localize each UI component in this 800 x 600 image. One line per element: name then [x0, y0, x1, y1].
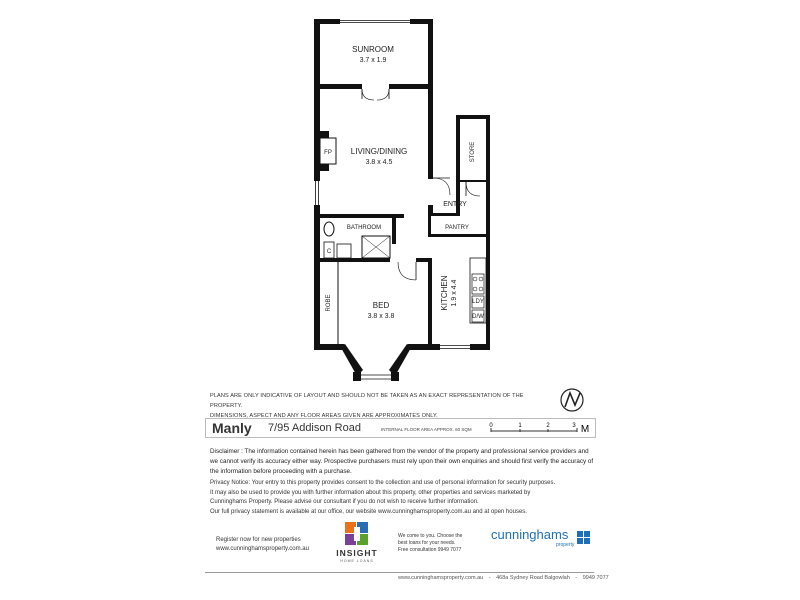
cunninghams-logo-text: cunninghams: [491, 527, 569, 542]
privacy-notice: [210, 479, 594, 517]
footer-separator: -: [575, 575, 578, 581]
fireplace-label: FP: [324, 150, 332, 156]
sunroom-dimensions: 3.7 x 1.9: [359, 57, 387, 64]
insight-subtitle: HOME LOANS: [340, 559, 374, 563]
suburb-name: Manly: [212, 420, 252, 436]
insight-name: INSIGHT: [336, 548, 378, 558]
footer-divider: [205, 572, 594, 573]
kitchen-label: KITCHEN: [440, 275, 449, 311]
cupboard-label: C: [326, 249, 332, 255]
scale-unit: M: [580, 424, 590, 435]
sunroom-walls: [314, 19, 433, 89]
plan-notice-line-2: DIMENSIONS, ASPECT AND ANY FLOOR AREAS GIVEN ARE APPROXIMATES ONLY.: [210, 413, 438, 419]
bed-label: BED: [372, 301, 390, 310]
privacy-line-1: Privacy Notice: Your entry to this property provides consent to the collection and use of personal information for security purposes.: [210, 480, 556, 486]
insight-promo-line-2: best loans for your needs.: [398, 540, 456, 546]
register-website-link[interactable]: www.cunninghamsproperty.com.au: [216, 546, 309, 552]
footer: [398, 575, 609, 581]
robe-label: ROBE: [326, 294, 332, 312]
register-block: [216, 536, 309, 554]
footer-address: 468a Sydney Road Balgowlah: [496, 575, 570, 581]
living-dining-label: LIVING/DINING: [350, 147, 408, 156]
footer-phone: 9949 7077: [582, 575, 609, 581]
kitchen-dimensions: 1.9 x 4.4: [451, 279, 458, 307]
bathroom-label: BATHROOM: [346, 225, 382, 231]
insight-promo-line-1: We come to you. Choose the: [398, 533, 463, 539]
sunroom-label: SUNROOM: [352, 45, 394, 54]
privacy-line-2: It may also be used to provide you with further information about this property, other properties and services marketed by: [210, 489, 531, 496]
scale-tick-2: 2: [546, 423, 550, 429]
footer-website[interactable]: www.cunninghamsproperty.com.au: [398, 575, 484, 581]
entry-label: ENTRY: [443, 201, 467, 208]
floor-area: INTERNAL FLOOR AREA APPROX. 60 SQM: [381, 427, 472, 432]
bed-dimensions: 3.8 x 3.8: [367, 313, 395, 320]
plan-notice: [210, 391, 550, 421]
insight-promo: [398, 533, 462, 554]
living-dining-dimensions: 3.8 x 4.5: [365, 159, 393, 166]
insight-promo-line-3: Free consultation 9949 7077: [398, 547, 462, 553]
footer-separator: -: [488, 575, 491, 581]
register-text: Register now for new properties: [216, 537, 301, 543]
pantry-label: PANTRY: [445, 225, 469, 231]
plan-notice-line-1: PLANS ARE ONLY INDICATIVE OF LAYOUT AND SHOULD NOT BE TAKEN AS AN EXACT REPRESENTATION OF THE PROPERTY.: [210, 393, 524, 409]
cunninghams-logo-subtitle: property: [556, 542, 575, 548]
disclaimer: Disclaimer : The information contained herein has been gathered from the vendor of the property and professional service providers and we cannot verify its accuracy either way. Prospective purchasers must rely upon their own enquiries and should first verify the accuracy of the information before proceeding with a purchase.: [210, 448, 594, 475]
scale-tick-0: 0: [489, 423, 493, 429]
privacy-line-3: Cunninghams Property. Please advise our consultant if you do not wish to receive further information.: [210, 499, 479, 505]
scale-tick-1: 1: [518, 423, 522, 429]
street-address: 7/95 Addison Road: [268, 422, 361, 434]
laundry-label: LDY: [472, 299, 484, 305]
dishwasher-label: D/W: [472, 314, 484, 320]
privacy-line-4: Our full privacy statement is available at our office, our website www.cunninghamsproperty.com.au and at open houses.: [210, 508, 527, 515]
store-label: STORE: [470, 141, 476, 163]
scale-tick-3: 3: [572, 423, 576, 429]
